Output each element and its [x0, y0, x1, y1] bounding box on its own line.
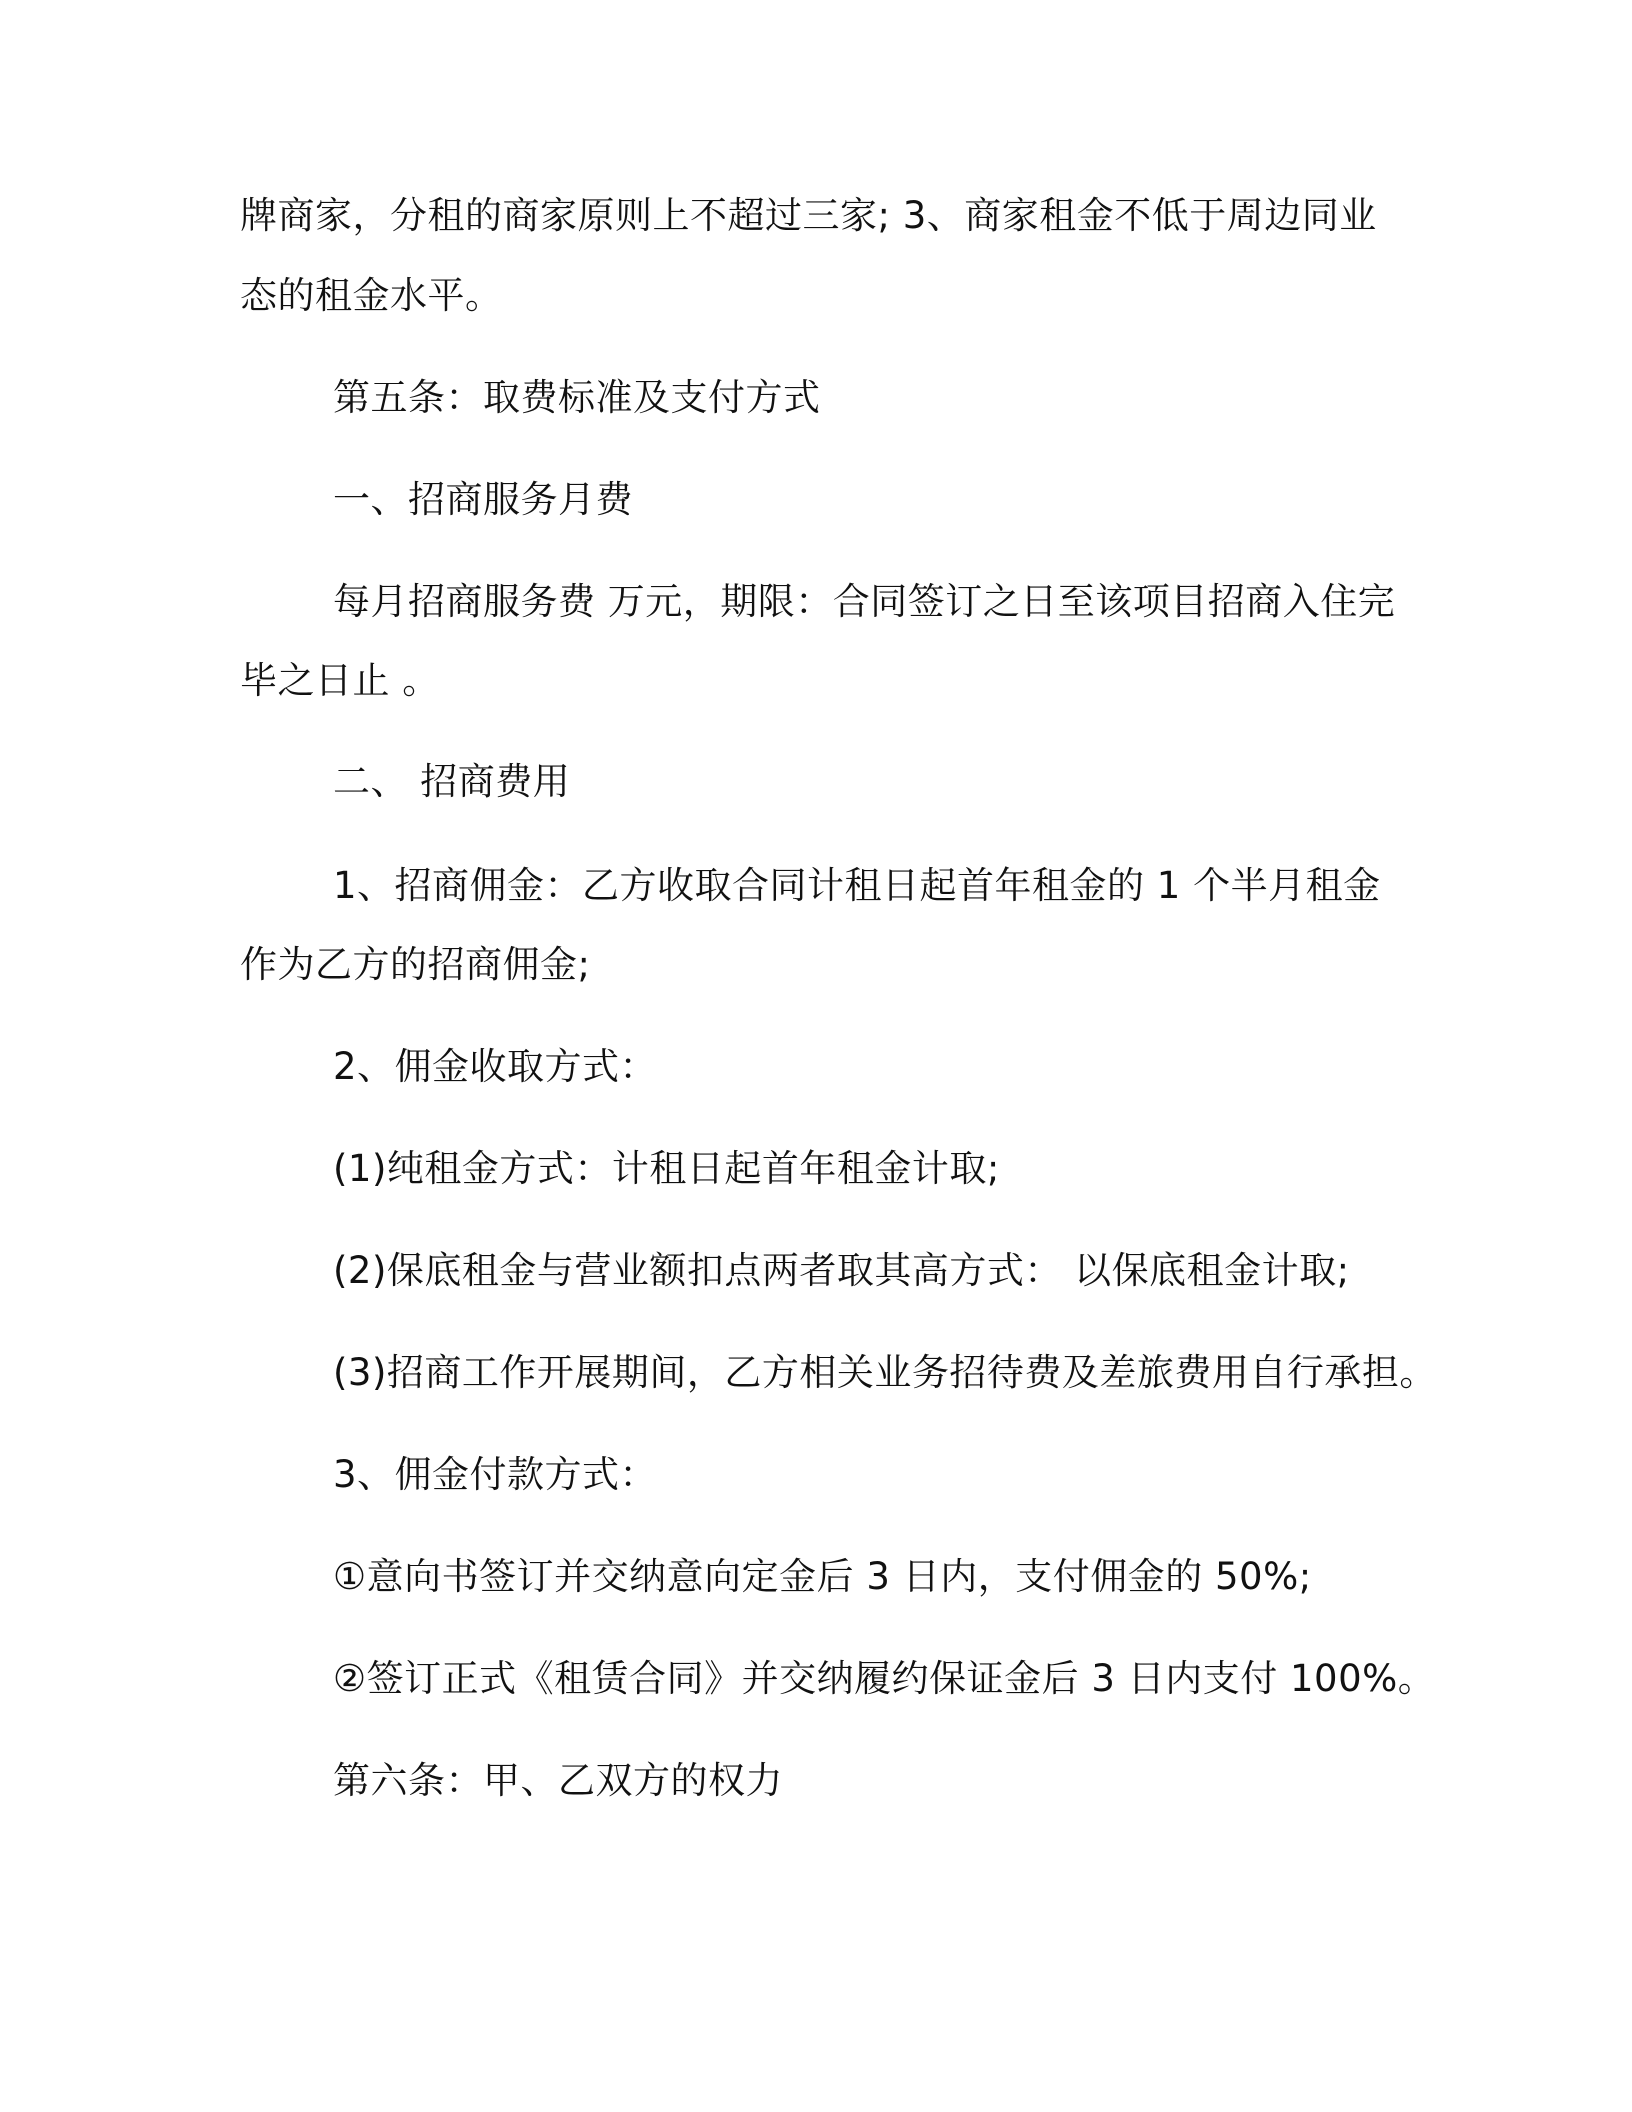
list-item: (1)纯租金方式：计租日起首年租金计取;: [333, 1147, 1000, 1190]
paragraph-line: 1、招商佣金：乙方收取合同计租日起首年租金的 1 个半月租金: [333, 864, 1381, 907]
paragraph-line: 毕之日止 。: [240, 659, 440, 702]
paragraph-line: 牌商家，分租的商家原则上不超过三家; 3、商家租金不低于周边同业: [240, 194, 1377, 237]
list-item: (2)保底租金与营业额扣点两者取其高方式： 以保底租金计取;: [333, 1249, 1350, 1292]
list-item: 2、佣金收取方式：: [333, 1045, 658, 1088]
section-heading: 一、招商服务月费: [333, 478, 633, 521]
list-item: 3、佣金付款方式：: [333, 1453, 658, 1496]
list-item: ①意向书签订并交纳意向定金后 3 日内，支付佣金的 50%;: [333, 1555, 1312, 1598]
article-heading: 第五条：取费标准及支付方式: [333, 376, 821, 419]
paragraph-line: 态的租金水平。: [240, 274, 503, 317]
list-item: (3)招商工作开展期间，乙方相关业务招待费及差旅费用自行承担。: [333, 1351, 1437, 1394]
list-item: ②签订正式《租赁合同》并交纳履约保证金后 3 日内支付 100%。: [333, 1657, 1436, 1700]
paragraph-line: 每月招商服务费 万元，期限：合同签订之日至该项目招商入住完: [333, 580, 1396, 623]
paragraph-line: 作为乙方的招商佣金;: [240, 943, 591, 986]
article-heading: 第六条：甲、乙双方的权力: [333, 1759, 783, 1802]
section-heading: 二、 招商费用: [333, 760, 571, 803]
